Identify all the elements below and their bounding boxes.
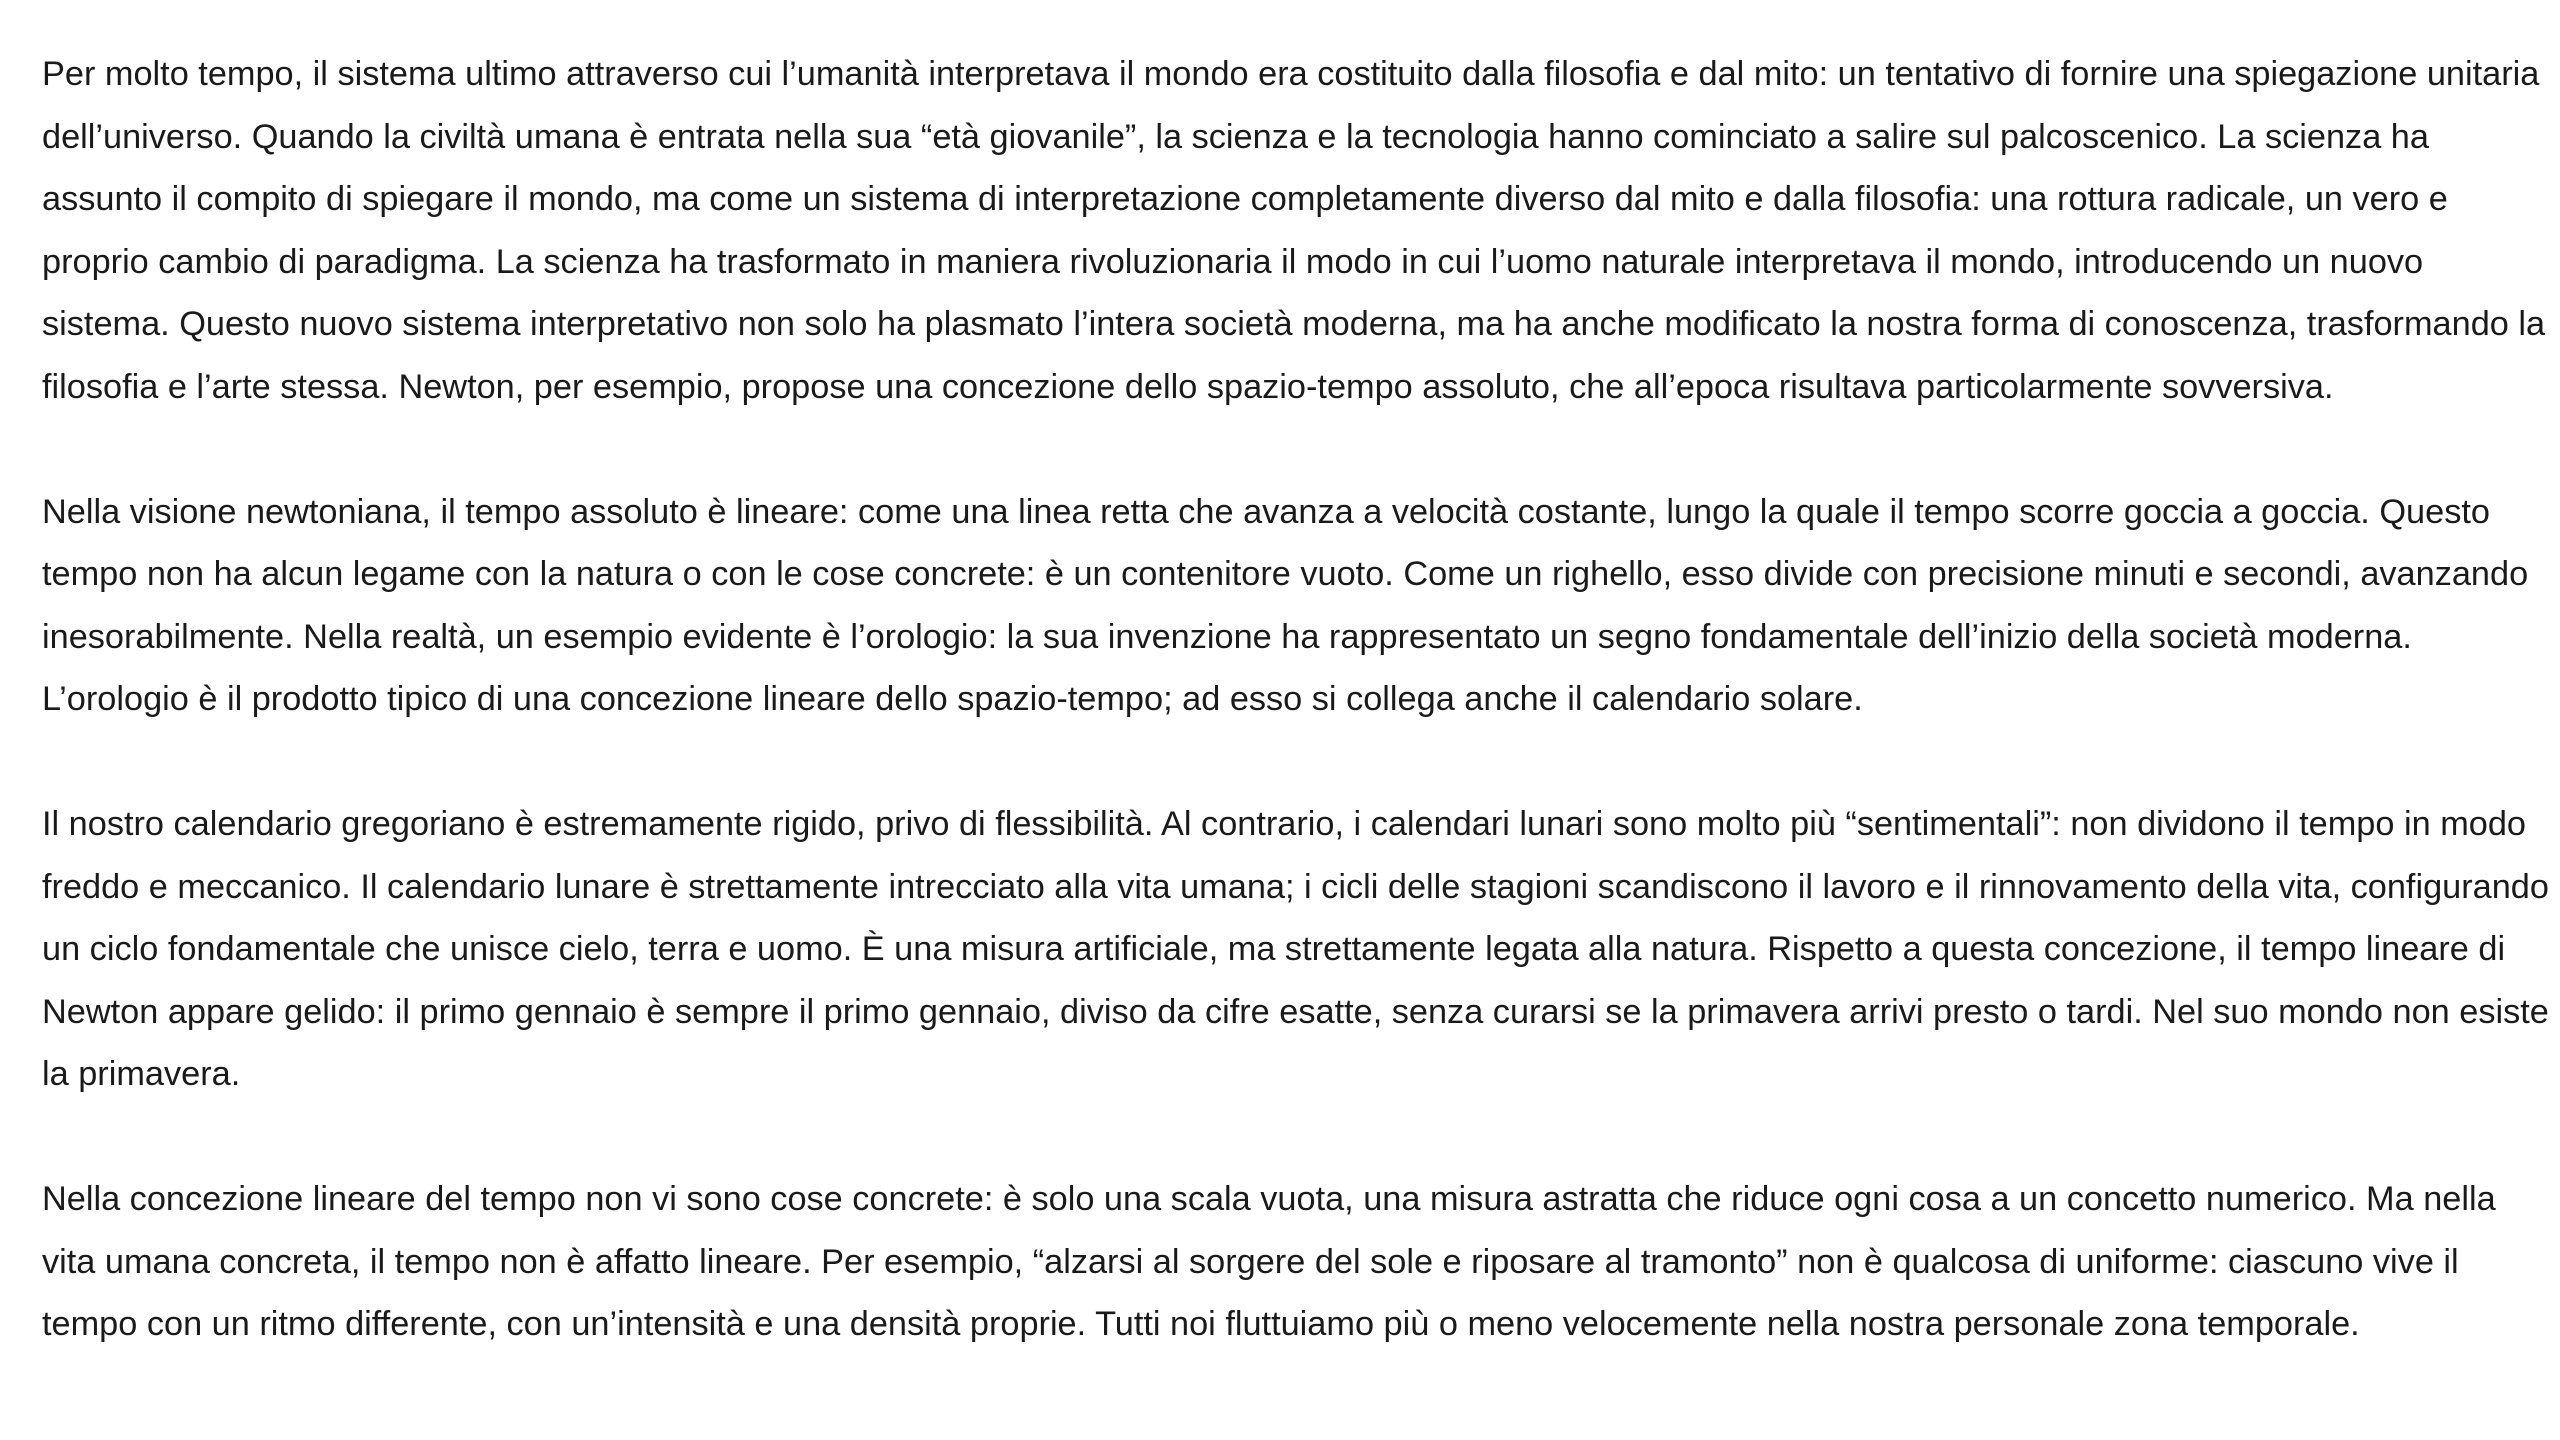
paragraph-2: Nella visione newtoniana, il tempo assoluto è lineare: come una linea retta che avanza a velocità costante, lungo la quale il tempo scorre goccia a goccia. Questo tempo non ha alcun legame con la natura o con le cose concrete: è un contenitore vuoto. Come un righello, esso divide con precisione minuti e secondi, avanzando inesorabilmente. Nella realtà, un esempio evidente è l’orologio: la sua invenzione ha rappresentato un segno fondamentale dell’inizio della società moderna. L’orologio è il prodotto tipico di una concezione lineare dello spazio-tempo; ad esso si collega anche il calendario solare. bbox=[42, 492, 2529, 718]
paragraph-1: Per molto tempo, il sistema ultimo attraverso cui l’umanità interpretava il mondo era costituito dalla filosofia e dal mito: un tentativo di fornire una spiegazione unitaria dell’universo. Quando la civiltà umana è entrata nella sua “età giovanile”, la scienza e la tecnologia hanno cominciato a salire sul palcoscenico. La scienza ha assunto il compito di spiegare il mondo, ma come un sistema di interpretazione completamente diverso dal mito e dalla filosofia: una rottura radicale, un vero e proprio cambio di paradigma. La scienza ha trasformato in maniera rivoluzionaria il modo in cui l’uomo naturale interpretava il mondo, introducendo un nuovo sistema. Questo nuovo sistema interpretativo non solo ha plasmato l’intera società moderna, ma ha anche modificato la nostra forma di conoscenza, trasformando la filosofia e l’arte stessa. Newton, per esempio, propose una concezione dello spazio-tempo assoluto, che all’epoca risultava particolarmente sovversiva. bbox=[42, 55, 2546, 406]
document-body bbox=[42, 43, 2552, 1356]
paragraph-3: Il nostro calendario gregoriano è estremamente rigido, privo di flessibilità. Al contrario, i calendari lunari sono molto più “sentimentali”: non dividono il tempo in modo freddo e meccanico. Il calendario lunare è strettamente intrecciato alla vita umana; i cicli delle stagioni scandiscono il lavoro e il rinnovamento della vita, configurando un ciclo fondamentale che unisce cielo, terra e uomo. È una misura artificiale, ma strettamente legata alla natura. Rispetto a questa concezione, il tempo lineare di Newton appare gelido: il primo gennaio è sempre il primo gennaio, diviso da cifre esatte, senza curarsi se la primavera arrivi presto o tardi. Nel suo mondo non esiste la primavera. bbox=[42, 805, 2549, 1093]
paragraph-4: Nella concezione lineare del tempo non vi sono cose concrete: è solo una scala vuota, una misura astratta che riduce ogni cosa a un concetto numerico. Ma nella vita umana concreta, il tempo non è affatto lineare. Per esempio, “alzarsi al sorgere del sole e riposare al tramonto” non è qualcosa di uniforme: ciascuno vive il tempo con un ritmo differente, con un’intensità e una densità proprie. Tutti noi fluttuiamo più o meno velocemente nella nostra personale zona temporale. bbox=[42, 1180, 2496, 1343]
